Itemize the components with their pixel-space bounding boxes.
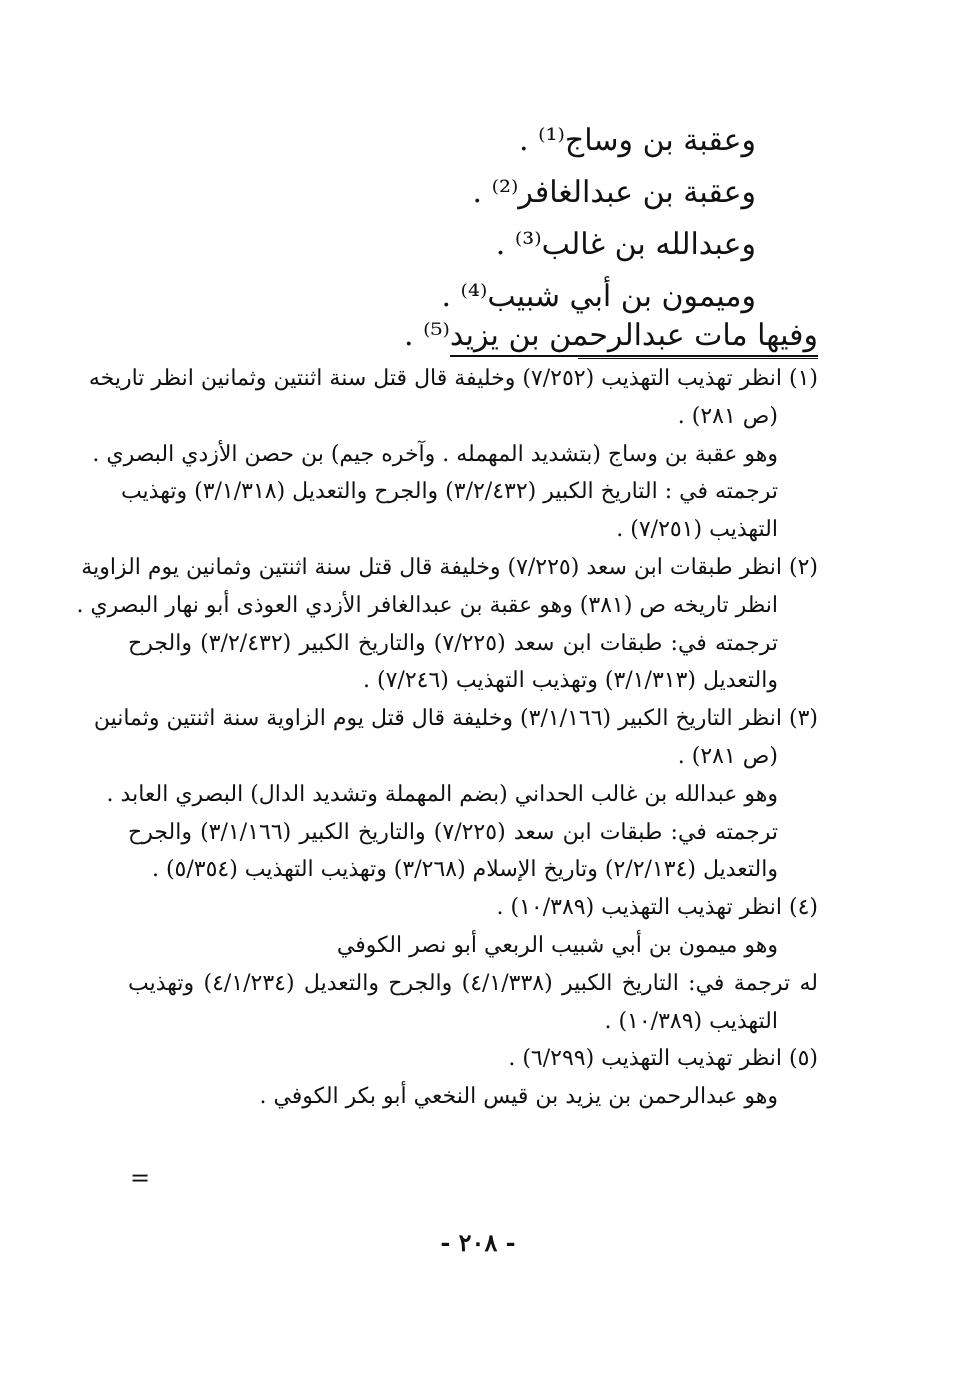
footnote-line: ترجمته في: طبقات ابن سعد (٧/٢٢٥) والتاريخ الكبير (٣/٢/٤٣٢) والجرح — [128, 630, 778, 656]
footnote-line: (٢) انظر طبقات ابن سعد (٧/٢٢٥) وخليفة قال قتل سنة اثنتين وثمانين يوم الزاوية — [81, 554, 818, 580]
footnote-line: والتعديل (٣/١/٣١٣) وتهذيب التهذيب (٧/٢٤٦) . — [363, 668, 778, 694]
main-text — [116, 115, 756, 323]
underlined-text: وفيها مات عبدالرحمن بن يزيد — [450, 318, 818, 357]
main-line-3: وعبدالله بن غالب⁽³⁾ . — [495, 227, 756, 262]
main-line-5 — [118, 310, 818, 362]
page-number: - ٢٠٨ - — [440, 1228, 516, 1257]
footnote-line: وهو ميمون بن أبي شبيب الربعي أبو نصر الكوفي — [336, 932, 778, 958]
footnote-line: (٥) انظر تهذيب التهذيب (٦/٢٩٩) . — [508, 1046, 818, 1072]
footnote-line: انظر تاريخه ص (٣٨١) وهو عقبة بن عبدالغافر الأزدي العوذى أبو نهار البصري . — [76, 592, 778, 618]
footnote-line: التهذيب (١٠/٣٨٩) . — [604, 1008, 778, 1034]
footnote-line: ترجمته في: طبقات ابن سعد (٧/٢٢٥) والتاريخ الكبير (٣/١/١٦٦) والجرح — [128, 819, 778, 845]
footnote-ref-5: ⁽⁵⁾ . — [404, 318, 450, 353]
main-line-4: وميمون بن أبي شبيب⁽⁴⁾ . — [441, 279, 756, 314]
footnote-line: وهو عقبة بن وساج (بتشديد المهمله . وآخره جيم) بن حصن الأزدي البصري . — [92, 441, 778, 467]
footnote-line: له ترجمة في: التاريخ الكبير (٤/١/٣٣٨) والجرح والتعديل (٤/١/٢٣٤) وتهذيب — [128, 970, 818, 996]
footnote-divider — [578, 358, 818, 359]
footnote-line: والتعديل (٢/٢/١٣٤) وتاريخ الإسلام (٣/٢٦٨) وتهذيب التهذيب (٥/٣٥٤) . — [151, 857, 778, 883]
footnote-line: (٤) انظر تهذيب التهذيب (١٠/٣٨٩) . — [496, 895, 818, 921]
footnote-line: التهذيب (٧/٢٥١) . — [616, 517, 778, 543]
continuation-mark: = — [130, 1164, 151, 1192]
footnote-line: ترجمته في : التاريخ الكبير (٣/٢/٤٣٢) والجرح والتعديل (٣/١/٣١٨) وتهذيب — [120, 479, 778, 505]
footnote-line: (٣) انظر التاريخ الكبير (٣/١/١٦٦) وخليفة قال قتل يوم الزاوية سنة اثنتين وثمانين — [93, 706, 818, 732]
main-line-1: وعقبة بن وساج⁽¹⁾ . — [519, 123, 756, 158]
footnotes — [76, 360, 818, 1116]
footnote-line: (١) انظر تهذيب التهذيب (٧/٢٥٢) وخليفة قال قتل سنة اثنتين وثمانين انظر تاريخه — [88, 366, 818, 391]
footnote-line: (ص ٢٨١) . — [677, 403, 778, 429]
footnote-line: وهو عبدالرحمن بن يزيد بن قيس النخعي أبو بكر الكوفي . — [259, 1084, 778, 1110]
main-line-2: وعقبة بن عبدالغافر⁽²⁾ . — [472, 175, 756, 210]
footnote-line: وهو عبدالله بن غالب الحداني (بضم المهملة وتشديد الدال) البصري العابد . — [106, 781, 778, 807]
footnote-line: (ص ٢٨١) . — [677, 743, 778, 769]
